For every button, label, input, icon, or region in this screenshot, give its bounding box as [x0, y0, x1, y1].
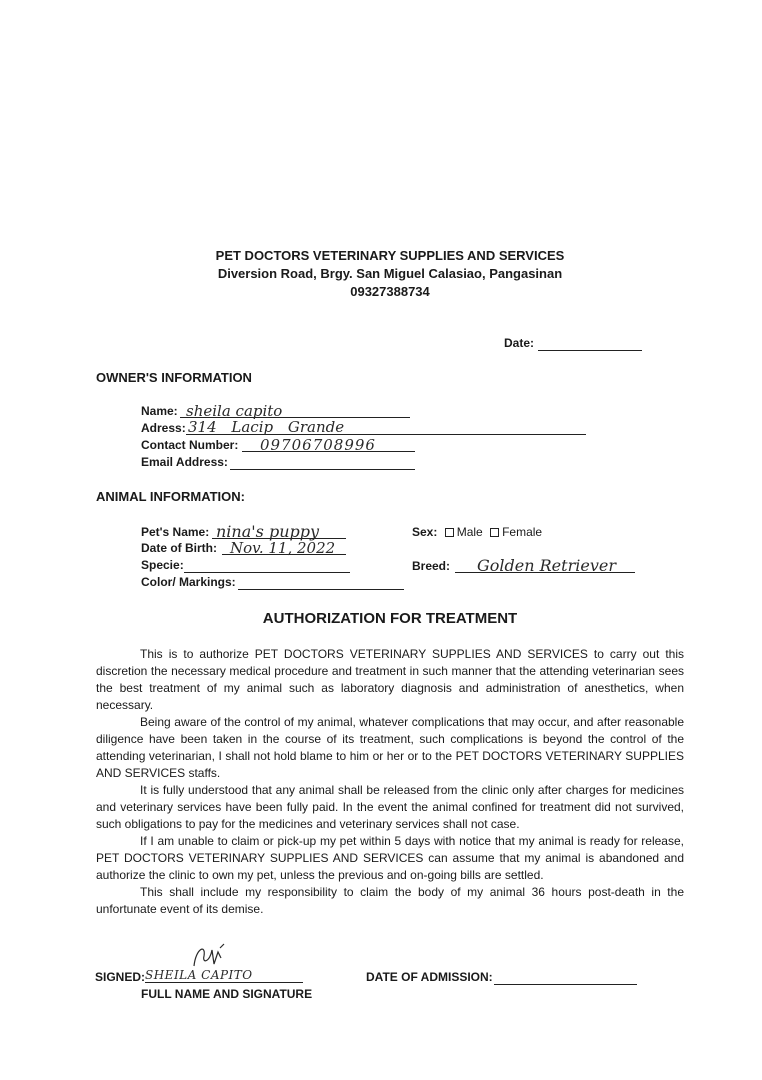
owner-email-label: Email Address:: [141, 455, 228, 469]
owner-email-field[interactable]: [230, 455, 415, 470]
owner-contact-value: 09706708996: [260, 436, 376, 454]
dob-value: Nov. 11, 2022: [230, 539, 336, 557]
authorization-body: [96, 646, 684, 918]
color-label: Color/ Markings:: [141, 575, 236, 589]
owner-contact-field[interactable]: [242, 436, 415, 452]
breed-label: Breed:: [412, 559, 451, 573]
owner-name-field[interactable]: [180, 402, 410, 418]
authorization-paragraph-2: Being aware of the control of my animal, whatever complications that may occur, and after reasonable diligence have been taken in the course of its treatment, such complications is beyond the control of the attending veterinarian, I shall not hold blame to him or her or to the PET DOCTORS VETERINARY SUPPLIES AND SERVICES staffs.: [96, 715, 684, 780]
dob-field[interactable]: [222, 539, 346, 555]
animal-heading: ANIMAL INFORMATION:: [96, 489, 245, 504]
sex-label: Sex:: [412, 525, 438, 539]
signed-label: SIGNED:: [95, 970, 146, 984]
owner-address-label: Adress:: [141, 421, 186, 435]
sex-field: [412, 525, 542, 539]
sex-female-label: Female: [502, 525, 543, 539]
authorization-paragraph-5: This shall include my responsibility to claim the body of my animal 36 hours post-death in the unfortunate event of its demise.: [96, 885, 684, 916]
owner-heading: OWNER'S INFORMATION: [96, 370, 252, 385]
date-field[interactable]: [538, 336, 642, 351]
signature-caption: FULL NAME AND SIGNATURE: [141, 987, 313, 1001]
authorization-title: AUTHORIZATION FOR TREATMENT: [262, 610, 518, 627]
color-field[interactable]: [238, 575, 404, 590]
pet-name-value: nina's puppy: [216, 522, 320, 541]
sex-female-checkbox[interactable]: [490, 528, 499, 537]
breed-value: Golden Retriever: [477, 556, 616, 575]
pet-name-field[interactable]: [212, 522, 346, 539]
dob-label: Date of Birth:: [141, 541, 217, 555]
owner-address-value: 314 Lacip Grande: [188, 418, 345, 436]
sex-male-checkbox[interactable]: [445, 528, 454, 537]
letterhead: [0, 247, 762, 301]
authorization-paragraph-1: This is to authorize PET DOCTORS VETERINARY SUPPLIES AND SERVICES to carry out this discretion the necessary medical procedure and treatment in such manner that the attending veterinarian sees the best treatment of my animal such as laboratory diagnosis and administration of anesthetics, when necessary.: [96, 647, 684, 712]
owner-name-label: Name:: [141, 404, 178, 418]
specie-field[interactable]: [184, 558, 350, 573]
owner-address-field[interactable]: [186, 418, 586, 435]
admission-date-label: DATE OF ADMISSION:: [366, 970, 493, 984]
breed-field[interactable]: [455, 556, 635, 573]
pet-name-label: Pet's Name:: [141, 525, 210, 539]
company-phone: 09327388734: [350, 284, 430, 299]
company-address: Diversion Road, Brgy. San Miguel Calasiao, Pangasinan: [217, 266, 563, 281]
signed-value: SHEILA CAPITO: [145, 968, 253, 982]
signature-field[interactable]: [145, 966, 303, 983]
date-label: Date:: [504, 336, 535, 350]
sex-male-label: Male: [456, 525, 483, 539]
company-name: PET DOCTORS VETERINARY SUPPLIES AND SERVICES: [215, 248, 565, 263]
admission-date-field[interactable]: [494, 970, 637, 985]
specie-label: Specie:: [141, 558, 184, 572]
owner-name-value: sheila capito: [186, 402, 283, 420]
authorization-paragraph-3: It is fully understood that any animal shall be released from the clinic only after charges for medicines and veterinary services have been fully paid. In the event the animal confined for treatment did not survived, such obligations to pay for the medicines and veterinary services shall not case.: [96, 783, 684, 831]
authorization-paragraph-4: If I am unable to claim or pick-up my pet within 5 days with notice that my animal is ready for release, PET DOCTORS VETERINARY SUPPLIES AND SERVICES can assume that my animal is abandoned and authorize the clinic to own my pet, unless the previous and on-going bills are settled.: [96, 834, 684, 882]
owner-contact-label: Contact Number:: [141, 438, 239, 452]
